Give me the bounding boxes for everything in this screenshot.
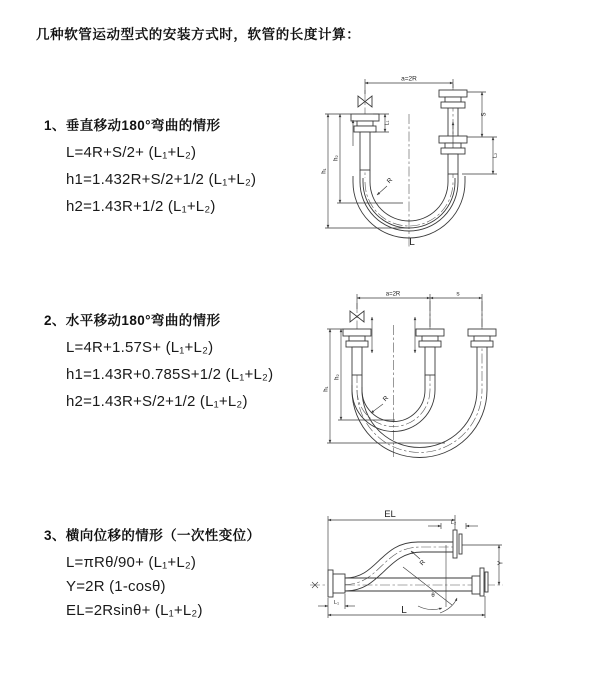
section-3-formulas [66,555,260,619]
formula-line: h1=1.43R+0.785S+1/2 (L₁+L₂) [66,366,274,383]
formula-line: h2=1.43R+S/2+1/2 (L₁+L₂) [66,393,248,410]
left-fitting [343,329,371,375]
length-label: L [401,605,407,616]
radius-label: R [385,176,395,186]
section-1-formulas [66,145,256,215]
section-1-heading: 1、垂直移动180°弯曲的情形 [44,118,221,133]
upper-flange [453,530,462,558]
dim-label-a2r: a=2R [385,291,401,298]
dim-label-y: Y [497,560,505,566]
section-2-heading: 2、水平移动180°弯曲的情形 [44,313,221,328]
dim-label-l1: L₁ [384,120,391,126]
formula-line: h1=1.432R+S/2+1/2 (L₁+L₂) [66,171,257,188]
diagram-vertical-180-bend [315,70,590,265]
dim-label-h1: h₁ [323,386,330,392]
formula-line: L=4R+1.57S+ (L₁+L₂) [66,339,214,356]
formula-line: L=4R+S/2+ (L₁+L₂) [66,144,197,161]
length-label: L [409,237,415,248]
dim-label-l1: L₁ [334,600,339,606]
dim-label-a2r: a=2R [401,75,417,83]
radius-label: R [418,558,428,568]
left-fitting [351,114,379,170]
section-horizontal-movement [44,309,273,410]
dimensions [322,76,499,249]
centerlines [357,301,482,457]
section-vertical-movement [44,114,256,215]
formula-line: L=πRθ/90+ (L₁+L₂) [66,554,197,571]
dimensions [318,509,505,618]
middle-fitting [416,329,444,375]
hose-outline [352,347,487,458]
radius-label: R [381,394,391,404]
left-flange [328,570,345,597]
formula-line: h2=1.43R+1/2 (L₁+L₂) [66,198,216,215]
dim-label-el: EL [384,509,396,520]
braid-section [352,347,362,375]
diagram-lateral-displacement [300,500,595,665]
dim-label-s: s [456,290,460,298]
dim-label-l2: L₂ [450,520,457,526]
dim-label-h2: h₂ [333,155,340,161]
dim-label-h1: h₁ [321,168,328,174]
section-3-heading: 3、横向位移的情形（一次性变位） [44,528,261,543]
centerlines [365,84,453,249]
braid-section [360,132,370,170]
formula-line: EL=2Rsinθ+ (L₁+L₂) [66,602,203,619]
formula-line: Y=2R (1-cosθ) [66,578,166,595]
dim-label-l2: L₂ [492,152,499,159]
right-fitting [468,329,496,347]
dim-label-h2: h₂ [334,374,341,380]
page-title: 几种软管运动型式的安装方式时，软管的长度计算： [36,27,361,42]
braid-section [448,154,458,174]
diagram-1-svg [315,70,590,265]
right-flange [472,568,488,596]
diagram-horizontal-180-bend [315,285,590,470]
diagram-2-svg [315,285,590,470]
dim-label-s: S [481,112,488,117]
section-2-formulas [66,340,273,410]
diagram-3-svg [300,500,595,665]
section-lateral-displacement [44,524,260,619]
braid-section [425,347,435,375]
construction-lines [403,545,457,613]
angle-label: θ [431,593,435,599]
